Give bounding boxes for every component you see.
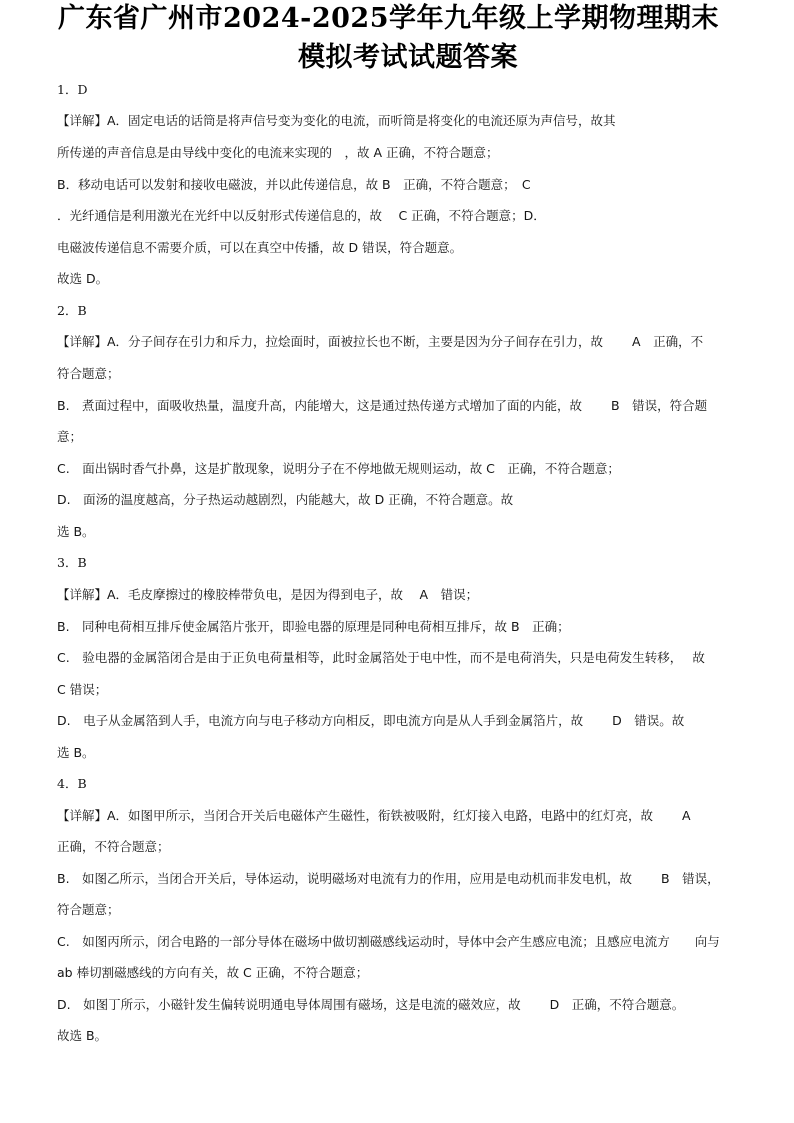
answer-1-explanation-line: 【详解】A．固定电话的话筒是将声信号变为变化的电流，而听筒是将变化的电流还原为声信号，故其	[57, 113, 616, 128]
answer-1-heading: 1．D	[57, 82, 88, 97]
answer-4-explanation-line: 【详解】A．如图甲所示，当闭合开关后电磁体产生磁性，衔铁被吸附，红灯接入电路，电路中的红灯亮，故 A	[57, 808, 691, 823]
answer-4-explanation-line: B. 如图乙所示，当闭合开关后，导体运动，说明磁场对电流有力的作用，应用是电动机而非发电机，故 B 错误，	[57, 871, 720, 886]
answer-3-explanation-line: B. 同种电荷相互排斥使金属箔片张开，即验电器的原理是同种电荷相互排斥，故 B 正确；	[57, 619, 570, 634]
document-title-line-2: 模拟考试试题答案	[298, 42, 518, 73]
answer-1-conclusion: 故选 D。	[57, 271, 109, 286]
answer-4-explanation-line: 正确，不符合题意；	[57, 839, 170, 854]
answer-2-explanation-line: 【详解】A．分子间存在引力和斥力，拉烩面时，面被拉长也不断，主要是因为分子间存在引力，故 A 正确，不	[57, 334, 704, 349]
answer-2-explanation-line: D. 面汤的温度越高，分子热运动越剧烈，内能越大，故 D 正确，不符合题意。故	[57, 492, 514, 507]
answer-1-explanation-line: B．移动电话可以发射和接收电磁波，并以此传递信息，故 B 正确，不符合题意； C	[57, 177, 531, 192]
answer-4-explanation-line: C. 如图丙所示，闭合电路的一部分导体在磁场中做切割磁感线运动时，导体中会产生感应电流；且感应电流方 向与	[57, 934, 720, 949]
answer-3-explanation-line: D. 电子从金属箔到人手，电流方向与电子移动方向相反，即电流方向是从人手到金属箔片，故 D 错误。故	[57, 713, 685, 728]
answer-1-explanation-line: 所传递的声音信息是由导线中变化的电流来实现的 ，故 A 正确，不符合题意；	[57, 145, 499, 160]
document-title-line-1: 广东省广州市2024-2025学年九年级上学期物理期末	[58, 3, 719, 34]
answer-4-heading: 4．B	[57, 776, 87, 791]
answer-4-conclusion: 故选 B。	[57, 1028, 108, 1043]
answer-1-explanation-line: ．光纤通信是利用激光在光纤中以反射形式传递信息的，故 C 正确，不符合题意；D．	[57, 208, 546, 223]
answer-3-explanation-line: C 错误；	[57, 682, 108, 697]
answer-2-explanation-line: C. 面出锅时香气扑鼻，这是扩散现象，说明分子在不停地做无规则运动，故 C 正确，不符合题意；	[57, 461, 620, 476]
answer-3-explanation-line: C. 验电器的金属箔闭合是由于正负电荷量相等，此时金属箔处于电中性，而不是电荷消失，只是电荷发生转移， 故	[57, 650, 705, 665]
answer-4-explanation-line: D. 如图丁所示，小磁针发生偏转说明通电导体周围有磁场，这是电流的磁效应，故 D 正确，不符合题意。	[57, 997, 685, 1012]
answer-4-explanation-line: 符合题意；	[57, 902, 120, 917]
answer-1-explanation-line: 电磁波传递信息不需要介质，可以在真空中传播，故 D 错误，符合题意。	[57, 240, 463, 255]
answer-3-conclusion: 选 B。	[57, 745, 95, 760]
answer-3-heading: 3．B	[57, 555, 87, 570]
answer-2-explanation-line: 符合题意；	[57, 366, 120, 381]
answer-3-explanation-line: 【详解】A．毛皮摩擦过的橡胶棒带负电，是因为得到电子，故 A 错误；	[57, 587, 479, 602]
answer-2-explanation-line: B. 煮面过程中，面吸收热量，温度升高，内能增大，这是通过热传递方式增加了面的内能，故 B 错误，符合题	[57, 398, 708, 413]
answer-2-conclusion: 选 B。	[57, 524, 95, 539]
answer-4-explanation-line: ab 棒切割磁感线的方向有关，故 C 正确，不符合题意；	[57, 965, 369, 980]
answer-2-heading: 2．B	[57, 303, 87, 318]
answer-2-explanation-line: 意；	[57, 429, 83, 444]
